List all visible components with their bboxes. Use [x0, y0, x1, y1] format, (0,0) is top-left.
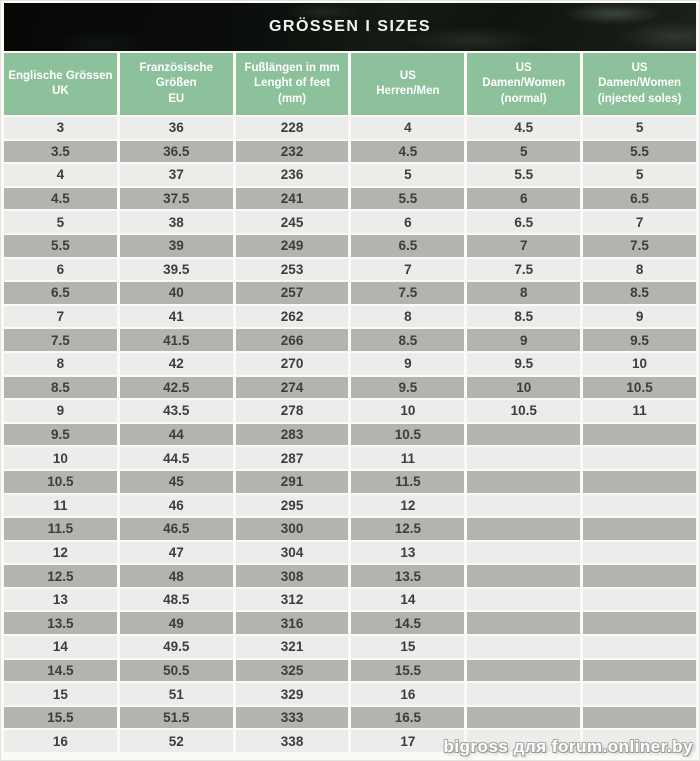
- table-row: [4, 707, 696, 729]
- table-row: [4, 141, 696, 163]
- cell: 40: [120, 282, 233, 304]
- cell: [467, 471, 580, 493]
- table-row: [4, 282, 696, 304]
- cell: 300: [236, 518, 349, 540]
- cell: 44: [120, 424, 233, 446]
- cell: 5.5: [467, 164, 580, 186]
- cell: 291: [236, 471, 349, 493]
- cell: 304: [236, 542, 349, 564]
- cell: [583, 683, 696, 705]
- cell: 316: [236, 612, 349, 634]
- table-row: [4, 518, 696, 540]
- table-row: [4, 683, 696, 705]
- page-title: GRÖSSEN I SIZES: [268, 18, 432, 35]
- cell: 6.5: [4, 282, 117, 304]
- col-header-us-men: [351, 53, 464, 115]
- table-row: [4, 424, 696, 446]
- cell: 16.5: [351, 707, 464, 729]
- cell: 325: [236, 660, 349, 682]
- table-row: [4, 164, 696, 186]
- cell: 13.5: [351, 565, 464, 587]
- cell: 7.5: [4, 329, 117, 351]
- cell: [583, 565, 696, 587]
- col-header-label: US: [515, 62, 532, 75]
- col-header-label: Fußlängen in mm: [244, 62, 340, 75]
- cell: [467, 565, 580, 587]
- cell: 262: [236, 306, 349, 328]
- cell: [467, 612, 580, 634]
- cell: [467, 447, 580, 469]
- cell: [467, 683, 580, 705]
- cell: 4.5: [4, 188, 117, 210]
- cell: 7.5: [351, 282, 464, 304]
- cell: 14.5: [4, 660, 117, 682]
- table-row: [4, 235, 696, 257]
- col-header-label: UK: [52, 85, 69, 97]
- cell: [583, 589, 696, 611]
- cell: 257: [236, 282, 349, 304]
- table-header: [4, 53, 696, 115]
- cell: 10.5: [351, 424, 464, 446]
- cell: 39: [120, 235, 233, 257]
- cell: 7: [467, 235, 580, 257]
- cell: 7: [4, 306, 117, 328]
- cell: 274: [236, 377, 349, 399]
- cell: 5.5: [351, 188, 464, 210]
- cell: 11: [4, 495, 117, 517]
- cell: 5.5: [583, 141, 696, 163]
- cell: 3.5: [4, 141, 117, 163]
- cell: 312: [236, 589, 349, 611]
- cell: 36: [120, 117, 233, 139]
- cell: [583, 542, 696, 564]
- cell: 283: [236, 424, 349, 446]
- col-header-uk: [4, 53, 117, 115]
- cell: 13.5: [4, 612, 117, 634]
- col-header-eu: [120, 53, 233, 115]
- cell: 15.5: [351, 660, 464, 682]
- cell: 5.5: [4, 235, 117, 257]
- cell: 5: [467, 141, 580, 163]
- table-row: [4, 471, 696, 493]
- cell: 45: [120, 471, 233, 493]
- cell: [583, 471, 696, 493]
- table-row: [4, 565, 696, 587]
- cell: 37.5: [120, 188, 233, 210]
- cell: 333: [236, 707, 349, 729]
- cell: [467, 660, 580, 682]
- cell: 38: [120, 211, 233, 233]
- cell: [467, 636, 580, 658]
- cell: 295: [236, 495, 349, 517]
- col-header-label: Damen/Women: [598, 77, 681, 90]
- cell: 14.5: [351, 612, 464, 634]
- table-row: [4, 660, 696, 682]
- cell: 11.5: [351, 471, 464, 493]
- table-row: [4, 329, 696, 351]
- cell: [467, 542, 580, 564]
- cell: 4: [351, 117, 464, 139]
- col-header-label: US: [631, 62, 648, 75]
- cell: 5: [4, 211, 117, 233]
- cell: [467, 589, 580, 611]
- table-row: [4, 612, 696, 634]
- cell: 9: [351, 353, 464, 375]
- cell: 10.5: [4, 471, 117, 493]
- cell: 44.5: [120, 447, 233, 469]
- watermark: bigross для forum.onliner.by: [443, 737, 693, 756]
- cell: 8: [351, 306, 464, 328]
- cell: 10.5: [467, 400, 580, 422]
- cell: 7.5: [583, 235, 696, 257]
- cell: 39.5: [120, 259, 233, 281]
- cell: 10: [467, 377, 580, 399]
- cell: 48: [120, 565, 233, 587]
- cell: 49: [120, 612, 233, 634]
- col-header-label: Französische Größen: [139, 62, 213, 90]
- cell: 3: [4, 117, 117, 139]
- cell: 266: [236, 329, 349, 351]
- table-body: [4, 117, 696, 752]
- cell: 8.5: [583, 282, 696, 304]
- cell: 46.5: [120, 518, 233, 540]
- cell: [583, 424, 696, 446]
- cell: 4.5: [351, 141, 464, 163]
- cell: 253: [236, 259, 349, 281]
- cell: 5: [351, 164, 464, 186]
- cell: 9: [4, 400, 117, 422]
- cell: 15.5: [4, 707, 117, 729]
- cell: [467, 424, 580, 446]
- cell: [583, 707, 696, 729]
- cell: 14: [351, 589, 464, 611]
- col-header-label: Lenght of feet (mm): [254, 77, 331, 105]
- cell: 228: [236, 117, 349, 139]
- cell: 9.5: [4, 424, 117, 446]
- cell: 12: [4, 542, 117, 564]
- cell: [583, 660, 696, 682]
- cell: 9: [467, 329, 580, 351]
- cell: 11: [583, 400, 696, 422]
- cell: 8: [4, 353, 117, 375]
- title-banner: [4, 3, 696, 51]
- table-row: [4, 542, 696, 564]
- cell: 12: [351, 495, 464, 517]
- cell: [583, 636, 696, 658]
- col-header-label: Herren/Men: [376, 85, 440, 97]
- cell: [467, 707, 580, 729]
- cell: [467, 495, 580, 517]
- cell: 236: [236, 164, 349, 186]
- cell: 241: [236, 188, 349, 210]
- table-row: [4, 306, 696, 328]
- cell: 9.5: [351, 377, 464, 399]
- cell: 37: [120, 164, 233, 186]
- cell: 47: [120, 542, 233, 564]
- cell: 4.5: [467, 117, 580, 139]
- cell: [467, 518, 580, 540]
- col-header-label: (injected soles): [597, 92, 682, 105]
- header-row: [4, 53, 696, 115]
- cell: 17: [351, 730, 464, 752]
- cell: 10: [351, 400, 464, 422]
- cell: 338: [236, 730, 349, 752]
- cell: 7: [351, 259, 464, 281]
- cell: 270: [236, 353, 349, 375]
- cell: 10: [583, 353, 696, 375]
- cell: 15: [351, 636, 464, 658]
- cell: 15: [4, 683, 117, 705]
- col-header-foot-length: [236, 53, 349, 115]
- col-header-label: Englische Grössen: [8, 69, 113, 82]
- cell: 49.5: [120, 636, 233, 658]
- table-row: [4, 495, 696, 517]
- cell: [583, 612, 696, 634]
- cell: 51: [120, 683, 233, 705]
- cell: 16: [4, 730, 117, 752]
- cell: 12.5: [351, 518, 464, 540]
- table-row: [4, 259, 696, 281]
- table-row: [4, 377, 696, 399]
- cell: 8.5: [467, 306, 580, 328]
- cell: 287: [236, 447, 349, 469]
- table-row: [4, 589, 696, 611]
- cell: 48.5: [120, 589, 233, 611]
- cell: [583, 495, 696, 517]
- col-header-label: US: [399, 69, 416, 82]
- cell: 278: [236, 400, 349, 422]
- table-row: [4, 400, 696, 422]
- cell: 8.5: [4, 377, 117, 399]
- cell: 6.5: [583, 188, 696, 210]
- col-header-us-women-normal: [467, 53, 580, 115]
- cell: 13: [351, 542, 464, 564]
- cell: [583, 447, 696, 469]
- col-header-label: Damen/Women: [482, 77, 566, 90]
- cell: 8: [467, 282, 580, 304]
- col-header-label: (normal): [500, 92, 547, 105]
- cell: 9: [583, 306, 696, 328]
- cell: 11.5: [4, 518, 117, 540]
- cell: 8: [583, 259, 696, 281]
- cell: 9.5: [467, 353, 580, 375]
- table-row: [4, 353, 696, 375]
- cell: 7.5: [467, 259, 580, 281]
- cell: 5: [583, 117, 696, 139]
- cell: 51.5: [120, 707, 233, 729]
- cell: 7: [583, 211, 696, 233]
- cell: 6: [351, 211, 464, 233]
- table-row: [4, 188, 696, 210]
- cell: 329: [236, 683, 349, 705]
- cell: 41.5: [120, 329, 233, 351]
- table-row: [4, 117, 696, 139]
- cell: 8.5: [351, 329, 464, 351]
- cell: 9.5: [583, 329, 696, 351]
- cell: 46: [120, 495, 233, 517]
- cell: 10: [4, 447, 117, 469]
- cell: 41: [120, 306, 233, 328]
- cell: 12.5: [4, 565, 117, 587]
- cell: [583, 518, 696, 540]
- cell: 50.5: [120, 660, 233, 682]
- cell: 5: [583, 164, 696, 186]
- table-row: [4, 447, 696, 469]
- cell: 42.5: [120, 377, 233, 399]
- cell: 232: [236, 141, 349, 163]
- cell: 249: [236, 235, 349, 257]
- cell: 11: [351, 447, 464, 469]
- cell: 6.5: [351, 235, 464, 257]
- cell: 321: [236, 636, 349, 658]
- cell: 43.5: [120, 400, 233, 422]
- cell: 6: [467, 188, 580, 210]
- cell: 13: [4, 589, 117, 611]
- table-row: [4, 211, 696, 233]
- cell: 245: [236, 211, 349, 233]
- cell: 308: [236, 565, 349, 587]
- table-row: [4, 636, 696, 658]
- size-table: [1, 51, 699, 754]
- cell: 6: [4, 259, 117, 281]
- col-header-label: EU: [168, 92, 185, 105]
- cell: 14: [4, 636, 117, 658]
- cell: 6.5: [467, 211, 580, 233]
- col-header-us-women-injected: [583, 53, 696, 115]
- cell: 10.5: [583, 377, 696, 399]
- cell: 36.5: [120, 141, 233, 163]
- cell: 52: [120, 730, 233, 752]
- cell: 42: [120, 353, 233, 375]
- cell: 16: [351, 683, 464, 705]
- cell: 4: [4, 164, 117, 186]
